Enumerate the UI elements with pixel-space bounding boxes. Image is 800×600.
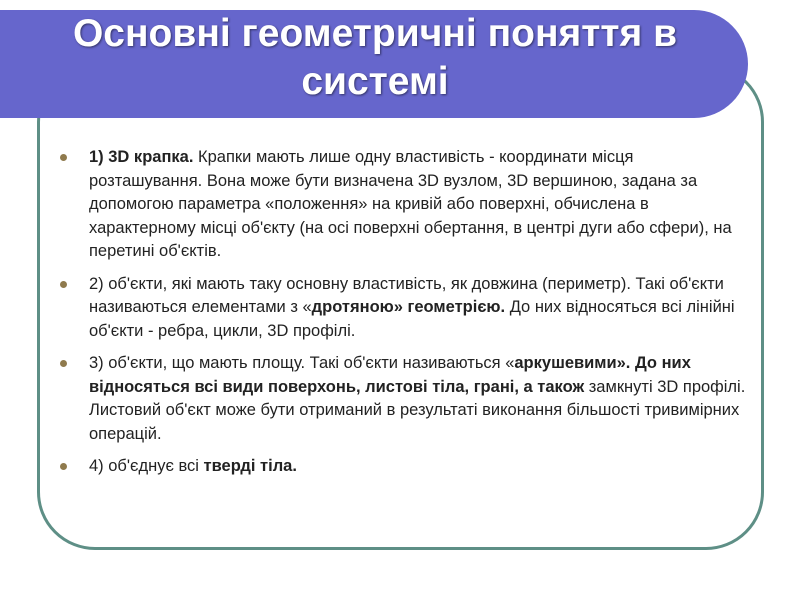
bullet-1-text: Крапки мають лише одну властивість - координати місця розташування. Вона може бути визначена 3D вузлом, 3D вершиною, задана за допомогою параметра «положення» на кривій або поверхні, обчислена в характерному місці об'єкту (на осі поверхні обертання, в центрі дуги або сфери), на перетині об'єктів.: [89, 148, 732, 260]
bullet-item: [60, 273, 750, 344]
slide-title: Основні геометричні поняття в системі: [72, 12, 678, 103]
bullet-dot-icon: [60, 281, 67, 288]
bullet-dot-icon: [60, 154, 67, 161]
bullet-1-bold: 1) 3D крапка.: [89, 148, 194, 166]
bullet-4-bold: тверді тіла.: [203, 457, 297, 475]
bullet-2-text-a: 2) об'єкти, які мають таку основну властивість, як довжина (периметр). Такі об'єкти називаються елементами з «: [89, 274, 724, 316]
bullet-4-text: 4) об'єднує всі: [89, 457, 204, 475]
bullet-dot-icon: [60, 360, 67, 367]
bullet-list: [60, 146, 750, 488]
bullet-3-bold: аркушевими». До них відносяться всі види поверхонь, листові тіла, грані, а також: [89, 354, 691, 396]
bullet-item: [60, 455, 750, 479]
bullet-item: [60, 352, 750, 446]
bullet-2-text-b: До них відносяться всі лінійні об'єкти - ребра, цикли, 3D профілі.: [89, 298, 735, 340]
bullet-3-text-b: замкнуті 3D профілі. Листовий об'єкт може бути отриманий в результаті виконання більшості тривимірних операцій.: [89, 377, 746, 443]
bullet-dot-icon: [60, 463, 67, 470]
bullet-item: [60, 146, 750, 264]
bullet-2-bold: дротяною» геометрією.: [311, 298, 506, 316]
bullet-3-text-a: 3) об'єкти, що мають площу. Такі об'єкти називаються «: [89, 354, 515, 372]
